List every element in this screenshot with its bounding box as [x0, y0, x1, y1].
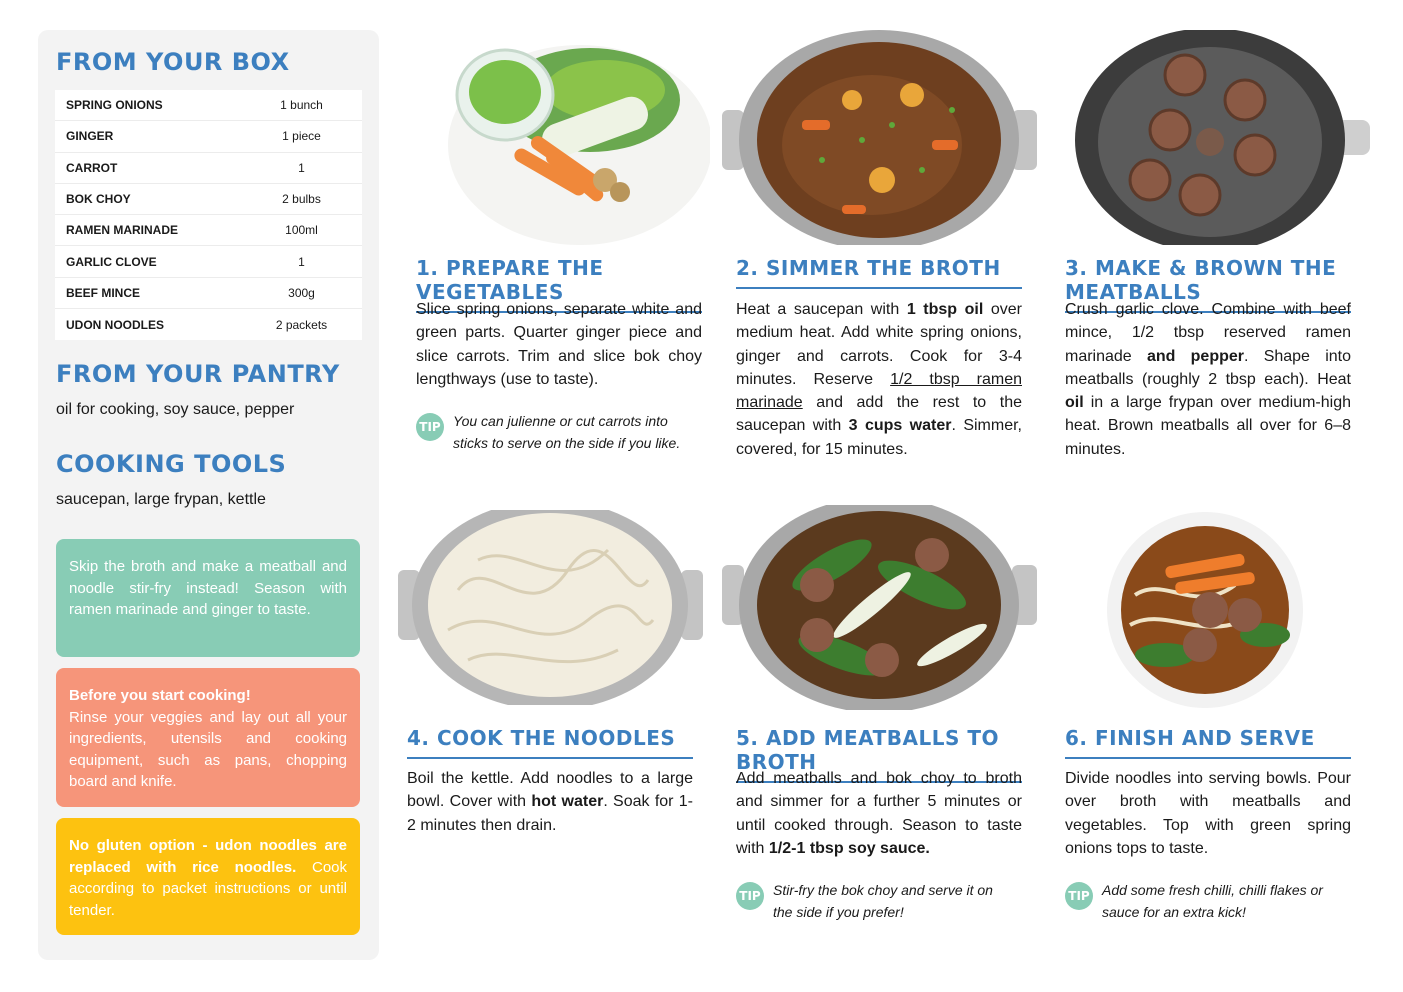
- ingredient-name: GARLIC CLOVE: [66, 254, 157, 269]
- ingredient-row: [55, 246, 362, 277]
- instruction-text: in a large frypan over medium-high heat. Brown meatballs all over for 6–8 minutes.: [1065, 394, 1351, 458]
- step-6-instructions: [1065, 767, 1351, 860]
- ingredient-row: [55, 309, 362, 340]
- browning-meatballs-photo: [1070, 30, 1370, 245]
- ingredient-quantity: 2 packets: [275, 317, 328, 332]
- from-your-pantry-heading: FROM YOUR PANTRY: [56, 360, 340, 388]
- instruction-text: . Soak for 1-2 minutes then drain.: [407, 793, 694, 834]
- ingredients-sidebar: [38, 30, 379, 960]
- ingredient-quantity: 1: [298, 254, 305, 269]
- step-4-instructions: [407, 767, 693, 837]
- ingredient-name: BOK CHOY: [66, 192, 131, 207]
- ingredient-quantity: 100ml: [285, 223, 318, 238]
- instruction-text: and add the rest to the saucepan with: [736, 394, 1022, 435]
- ingredient-row: [55, 278, 362, 309]
- instruction-text: Divide noodles into serving bowls. Pour over broth with meatballs and vegetables. Top with green spring onions tops to taste.: [1065, 770, 1351, 857]
- ingredient-row: [55, 184, 362, 215]
- ingredient-row: [55, 121, 362, 152]
- step-6-tip: [1065, 880, 1341, 923]
- tip-text: Stir-fry the bok choy and serve it on the side if you prefer!: [773, 882, 993, 920]
- step-1-instructions: [416, 298, 702, 391]
- ingredient-name: CARROT: [66, 160, 118, 175]
- tip-text: Add some fresh chilli, chilli flakes or sauce for an extra kick!: [1102, 882, 1323, 920]
- ingredient-row: [55, 153, 362, 184]
- step-1-title: 1. PREPARE THE VEGETABLES: [416, 256, 702, 313]
- meatball-broth-photo: [722, 505, 1037, 710]
- ingredient-row: [55, 90, 362, 121]
- step-5-instructions: [736, 767, 1022, 860]
- tip-badge-icon: TIP: [416, 413, 444, 441]
- ingredient-name: GINGER: [66, 129, 114, 144]
- gluten-free-heading: No gluten option - udon noodles are replaced with rice noodles.: [69, 837, 347, 876]
- bold-ingredient: and pepper: [1146, 347, 1244, 365]
- cooked-noodles-photo: [398, 510, 703, 705]
- step-3-title: 3. MAKE & BROWN THE MEATBALLS: [1065, 256, 1351, 313]
- bold-ingredient: 1/2-1 tbsp soy sauce.: [768, 839, 930, 857]
- before-cooking-text: Rinse your veggies and lay out all your ingredients, utensils and cooking equipment, such as pans, chopping board and knife.: [69, 708, 347, 790]
- instruction-text: . Shape into meatballs (roughly 2 tbsp each). Heat: [1065, 347, 1351, 388]
- ingredient-quantity: 1 bunch: [280, 98, 323, 113]
- step-3-instructions: [1065, 298, 1351, 461]
- ingredient-name: UDON NOODLES: [66, 317, 165, 332]
- instruction-text: Slice spring onions, separate white and green parts. Quarter ginger piece and slice carrots. Trim and slice bok choy lengthways (use to taste).: [416, 301, 702, 388]
- bold-ingredient: hot water: [531, 793, 604, 811]
- bold-ingredient: 3 cups water: [848, 417, 952, 435]
- step-1-tip: [416, 411, 692, 454]
- stir-fry-alternative-box: [56, 539, 360, 657]
- before-cooking-box: [56, 668, 360, 807]
- ingredient-quantity: 300g: [288, 285, 315, 300]
- tip-badge-icon: TIP: [1065, 882, 1093, 910]
- instruction-text: over medium heat. Add white spring onions, ginger and carrots. Cook for 3-4 minutes. Reserve: [736, 301, 1022, 388]
- cooking-tools-heading: COOKING TOOLS: [56, 450, 287, 478]
- simmering-broth-photo: [722, 30, 1037, 245]
- step-4-title: 4. COOK THE NOODLES: [407, 726, 693, 759]
- ingredient-row: [55, 215, 362, 246]
- instruction-text: Add meatballs and bok choy to broth and simmer for a further 5 minutes or until cooked through. Season to taste with: [736, 770, 1022, 857]
- finished-ramen-bowl-photo: [1105, 505, 1305, 710]
- prepared-vegetables-photo: [430, 30, 710, 245]
- step-2-instructions: [736, 298, 1022, 461]
- instruction-text: Boil the kettle. Add noodles to a large bowl. Cover with: [407, 770, 693, 811]
- ingredients-table: [55, 90, 362, 340]
- stir-fry-alternative-text: Skip the broth and make a meatball and noodle stir-fry instead! Season with ramen marinade and ginger to taste.: [69, 558, 347, 618]
- step-6-title: 6. FINISH AND SERVE: [1065, 726, 1351, 759]
- from-your-box-heading: FROM YOUR BOX: [56, 48, 290, 76]
- tip-text: You can julienne or cut carrots into sticks to serve on the side if you like.: [453, 413, 681, 451]
- step-5-title: 5. ADD MEATBALLS TO BROTH: [736, 726, 1022, 783]
- gluten-free-text: Cook according to packet instructions or until tender.: [69, 858, 347, 919]
- ingredient-name: RAMEN MARINADE: [66, 223, 178, 238]
- step-5-tip: [736, 880, 1012, 923]
- instruction-text: Heat a saucepan with: [736, 301, 907, 318]
- bold-ingredient: 1 tbsp oil: [906, 301, 984, 318]
- underlined-ingredient: 1/2 tbsp ramen marinade: [736, 370, 1022, 412]
- bold-ingredient: oil: [1065, 394, 1084, 412]
- ingredient-quantity: 2 bulbs: [282, 192, 321, 207]
- ingredient-quantity: 1 piece: [282, 129, 321, 144]
- instruction-text: Crush garlic clove. Combine with beef mince, 1/2 tbsp reserved ramen marinade: [1065, 301, 1351, 365]
- before-cooking-heading: Before you start cooking!: [69, 687, 251, 704]
- step-2-title: 2. SIMMER THE BROTH: [736, 256, 1022, 289]
- ingredient-name: SPRING ONIONS: [66, 98, 163, 113]
- ingredient-name: BEEF MINCE: [66, 285, 141, 300]
- ingredient-quantity: 1: [298, 160, 305, 175]
- instruction-text: . Simmer, covered, for 15 minutes.: [736, 417, 1022, 458]
- tip-badge-icon: TIP: [736, 882, 764, 910]
- gluten-free-box: [56, 818, 360, 935]
- pantry-text: oil for cooking, soy sauce, pepper: [56, 401, 295, 418]
- cooking-tools-text: saucepan, large frypan, kettle: [56, 491, 266, 508]
